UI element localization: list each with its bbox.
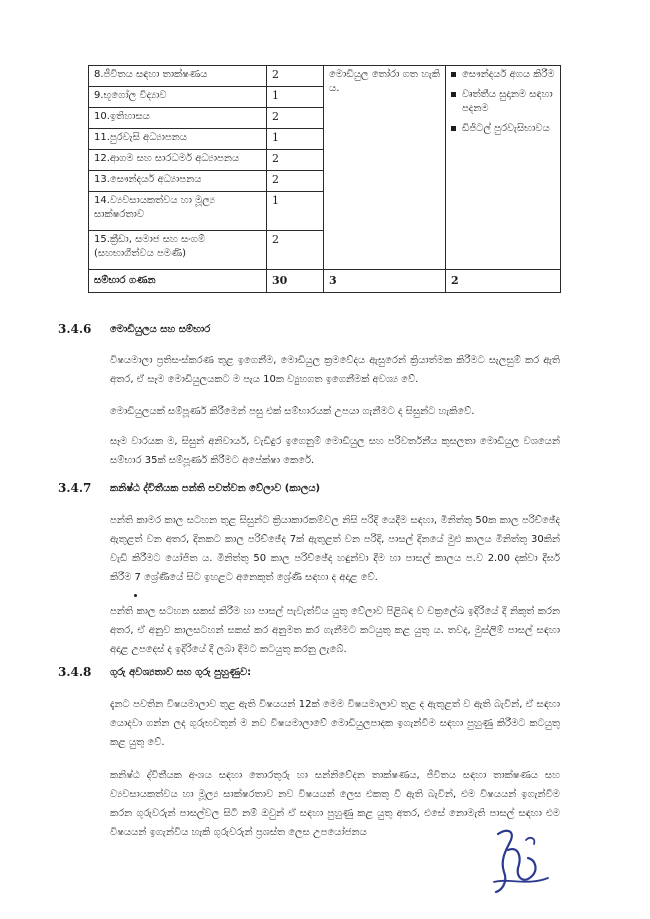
elective-note-cell: මොඩියුල තෝරා ගත හැකි ය. [324,66,446,270]
section-number: 3.4.6 [58,322,92,336]
section-number: 3.4.7 [58,481,92,495]
subject-cell: 14.ව්‍යවසායකත්වය හා මූල්‍ය සාක්ෂරතාව [89,192,267,231]
paragraph: පන්ති කාමර කාල සටහන තුළ සිසුන්ට ක්‍රියාකාරකම්වල නිසි පරිදි යෙදීම සඳහා, මිනිත්තු 50ක කාල පරිච්ඡේද ඇතුළත් වන අතර, දිනකට කාල පරිච්ඡේද 7ක් ඇතුළත් වන පරිදි, පාසල් දිනයේ මුළු කාලය මිනිත්තු 30කින් වැඩි කිරීමට යෝජිත ය. මිනිත්තු 50 කාල පරිච්ඡේද හඳුන්වා දීම හා පාසල් කාලය ප.ව 2.00 දක්වා දීර්ඝ කිරීම 7 ශ්‍රේණියේ සිට ඉහළට අනෙකුත් ශ්‍රේණි සඳහා ද අදාළ වේ. [110,515,560,583]
list-item: ඩිජිටල් පුරවැසිභාවය [451,122,555,136]
signature-icon [488,820,558,900]
paragraph: මොඩියුලයක් සම්පූර්ණ කිරීමෙන් පසු එක් සම්භාරයක් උපයා ගැනීමට ද සිසුන්ට හැකිවේ. [110,406,475,417]
section-number: 3.4.8 [58,665,92,679]
stray-mark [134,594,137,597]
subject-cell: 9.භූගෝල විද්‍යාව [89,87,267,108]
credit-cell: 2 [267,171,324,192]
credit-cell: 2 [267,66,324,87]
paragraph: විෂයමාලා ප්‍රතිසංස්කරණ තුළ ඉගෙනීම, මොඩියුල ක්‍රමවේදය ඇසුරෙන් ක්‍රියාත්මක කිරීමට සැලසුම් කර ඇති අතර, ඒ සෑම මොඩියුලයකට ම පැය 10ක ව්‍යුහගත ඉගෙනීමක් අවශ්‍ය වේ. [110,355,560,385]
subject-cell: 13.සෞන්දර්ය අධ්‍යාපනය [89,171,267,192]
total-elective-credits: 3 [324,270,446,293]
credit-cell: 2 [267,108,324,129]
subject-cell: 15.ක්‍රීඩා, සමාජ සහ සංගම් (සහභාගීත්වය පමණි) [89,231,267,270]
subject-cell: 8.ජීවිතය සඳහා තාක්ෂණය [89,66,267,87]
credit-cell: 2 [267,231,324,270]
paragraph: සෑම වාරයක ම, සිසුන් අනිවාර්ය, වැඩිදුර ඉගෙනුම් මොඩියුල සහ පරිවර්තනීය කුසලතා මොඩියුල වශයෙන් සම්භාර 35ක් සම්පූර්ණ කිරීමට අපේක්ෂා කෙරේ. [110,436,560,466]
list-item: වෘත්තීය සුදානම සඳහා පදනම [451,88,555,116]
subject-cell: 12.ආගම සහ සාරධර්ම අධ්‍යාපනය [89,150,267,171]
list-item: සෞන්දර්ය අගය කිරීම [451,68,555,82]
paragraph: පන්ති කාල සටහන සකස් කිරීම හා පාසල් පැවැත්විය යුතු වේලාව පිළිබඳ ව චක්‍රලේඛ ඉදිරියේ දී නිකුත් කරන අතර, ඒ අනුව කාලසටහන් සකස් කර අනුමත කර ගැනීමට කටයුතු කළ යුතු ය. තවද, මුස්ලිම් පාසල් සඳහා අදාළ උපදෙස් ද ඉදිරියේ දී ලබා දීමට කටයුතු කරනු ලැබේ. [110,606,560,655]
credit-cell: 1 [267,192,324,231]
credit-cell: 2 [267,150,324,171]
transferable-skills-list [451,68,555,136]
total-core-credits: 30 [267,270,324,293]
section-title: ගුරු අවශ්‍යතාව සහ ගුරු පුහුණුව: [110,667,252,678]
paragraph: කනිෂ්ඨ ද්විතීයක අංශය සඳහා තොරතුරු හා සන්නිවේදන තාක්ෂණය, ජීවිතය සඳහා තාක්ෂණය සහ ව්‍යවසායකත්වය හා මූල්‍ය සාක්ෂරතාව නව විෂයයන් ලෙස එකතු වී ඇති බැවින්, එම විෂයයන් ඉගැන්වීම කරන ගුරුවරුන් පාසල්වල සිටී නම් ඔවුන් ඒ සඳහා පුහුණු කළ යුතු අතර, එසේ නොමැති පාසල් සඳහා එම විෂයයන් ඉගැන්විය හැකි ගුරුවරුන් ප්‍රශස්ත ලෙස උපයෝජනය [110,770,560,838]
paragraph: දැනට පවතින විෂයමාලාව තුළ ඇති විෂයයන් 12ක් මෙම විෂයමාලාව තුළ ද ඇතුළත් ව ඇති බැවින්, ඒ සඳහා යොදවා ගන්න ලද ගුරුභවතුන් ම නව විෂයමාලාවේ මොඩියුලපාදක ඉගැන්වීම සඳහා පුහුණු කිරීමට කටයුතු කළ යුතු වේ. [110,699,560,748]
credit-cell: 1 [267,87,324,108]
transferable-skills-cell [446,66,561,270]
credit-cell: 1 [267,129,324,150]
subject-cell: 10.ඉතිහාසය [89,108,267,129]
section-title: කනිෂ්ඨ ද්විතීයක පන්ති පවත්වන වේලාව (කාලය) [110,483,321,494]
table-total-row [89,270,561,293]
module-credit-table [88,65,561,293]
section-title: මොඩියුලය සහ සම්භාර [110,324,211,335]
total-skills-credits: 2 [446,270,561,293]
total-label: සම්භාර ගණන [89,270,267,293]
table-row [89,66,561,87]
subject-cell: 11.පුරවැසි අධ්‍යාපනය [89,129,267,150]
